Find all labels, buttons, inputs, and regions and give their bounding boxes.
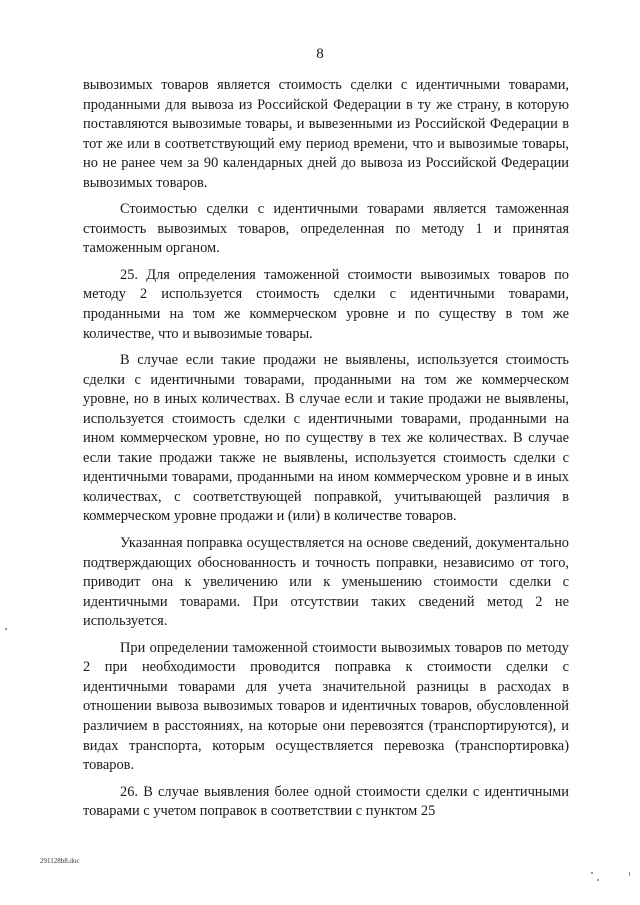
paragraph-other-quantities: В случае если такие продажи не выявлены, используется стоимость сделки с идентичными товарами, проданными на том же коммерческом уровне, но в иных количествах. В случае если и такие продажи не выявлены, используется стоимость сделки с идентичными товарами, проданными на ином коммерческом уровне, но по существу в тех же количествах. В случае если такие продажи также не выявлены, используется стоимость сделки с идентичными товарами, проданными на ином коммерческом уровне и в иных количествах, с соответствующей поправкой, учитывающей различия в коммерческом уровне продажи и (или) в количестве товаров. [83,352,569,525]
paragraph-clause-26: 26. В случае выявления более одной стоимости сделки с идентичными товарами с учетом поправок в соответствии с пунктом 25 [83,783,569,820]
document-body [83,76,569,822]
paragraph-transaction-value-definition: Стоимостью сделки с идентичными товарами является таможенная стоимость вывозимых товаров, определенная по методу 1 и принятая таможенным органом. [83,201,569,257]
scan-speck [629,872,630,876]
scan-speck [591,872,593,874]
footer-filename: 291128b8.doc [40,857,80,865]
scan-speck [597,879,599,881]
scan-speck [5,628,7,630]
page-number: 8 [316,46,324,62]
paragraph-adjustment-basis: Указанная поправка осуществляется на основе сведений, документально подтверждающих обоснованность и точность поправки, независимо от того, приводит она к увеличению или к уменьшению стоимости сделки с идентичными товарами. При отсутствии таких сведений метод 2 не используется. [83,535,569,630]
paragraph-continuation: вывозимых товаров является стоимость сделки с идентичными товарами, проданными для вывоза из Российской Федерации в ту же страну, в которую поставляются вывозимые товары, и вывезенными из Российской Федерации в тот же или в соответствующий ему период времени, что и вывозимые товары, но не ранее чем за 90 календарных дней до вывоза из Российской Федерации вывозимых товаров. [83,77,569,191]
paragraph-transport-adjustment: При определении таможенной стоимости вывозимых товаров по методу 2 при необходимости проводится поправка к стоимости сделки с идентичными товарами для учета значительной разницы в расходах в отношении вывоза вывозимых товаров и идентичных товаров, обусловленной различием в расстояниях, на которые они перевозятся (транспортируются), и видах транспорта, которым осуществляется перевозка (транспортировка) товаров. [83,639,569,774]
paragraph-clause-25: 25. Для определения таможенной стоимости вывозимых товаров по методу 2 используется стоимость сделки с идентичными товарами, проданными на том же коммерческом уровне и по существу в том же количестве, что и вывозимые товары. [83,266,569,342]
